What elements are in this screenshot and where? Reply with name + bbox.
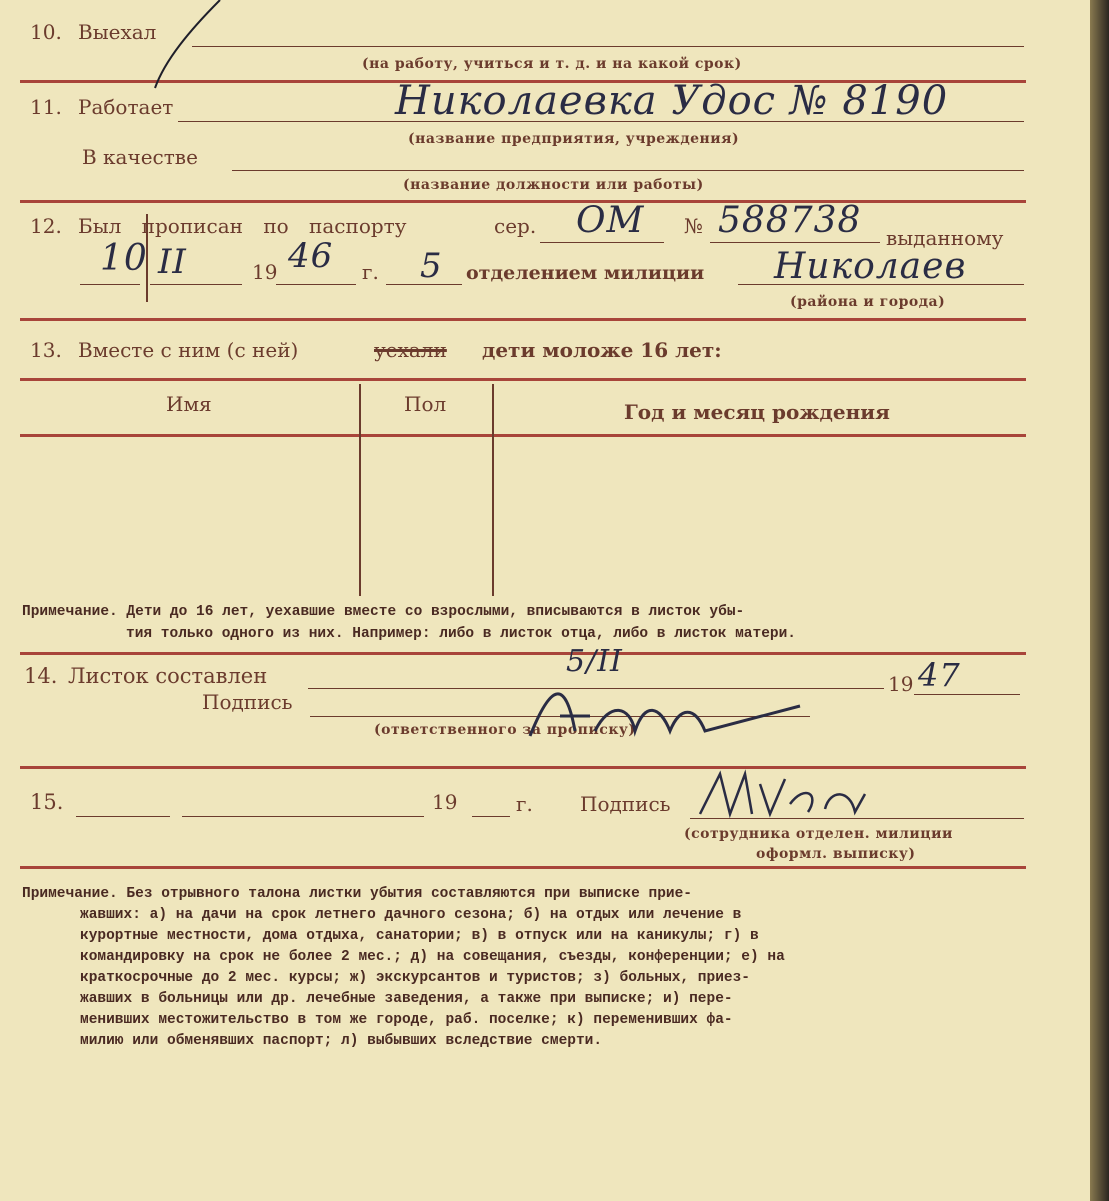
note2-line: жавших в больницы или др. лечебные заведения, а также при выписке; и) пере- xyxy=(80,991,733,1007)
row12-issued-label: выданному xyxy=(886,226,1004,250)
row15-year-line xyxy=(472,816,510,817)
city-handwriting: Николаев xyxy=(774,246,967,287)
month-line xyxy=(150,284,242,285)
separator-rule xyxy=(20,652,1026,655)
page-edge-shadow xyxy=(1090,0,1109,1201)
issued-month-handwriting: II xyxy=(158,242,187,282)
row12-year-label: г. xyxy=(362,260,379,284)
row15-sign-label: Подпись xyxy=(580,792,671,816)
note2-line: курортные местности, дома отдыха, санатории; в) в отпуск или на каникулы; г) в xyxy=(80,928,759,944)
row15-hint-line2: оформл. выписку) xyxy=(756,846,916,862)
column-header-name: Имя xyxy=(166,392,212,416)
issued-day-handwriting: 10 xyxy=(100,238,148,279)
row15-year-prefix: 19 xyxy=(432,790,458,814)
row12-text: Был прописан по паспорту xyxy=(78,214,407,238)
table-divider xyxy=(359,384,361,596)
note2-line: жавших: а) на дачи на срок летнего дачного сезона; б) на отдых или лечение в xyxy=(80,907,742,923)
signature-mark xyxy=(520,676,820,746)
row12-hint-city: (района и города) xyxy=(790,294,946,310)
row15-year-label: г. xyxy=(516,792,533,816)
row14-number: 14. xyxy=(24,664,58,688)
separator-rule xyxy=(20,866,1026,869)
row12-department-label: отделением милиции xyxy=(466,262,705,284)
row15-number: 15. xyxy=(30,790,64,814)
row11-label: Работает xyxy=(78,95,174,119)
row15-month-line xyxy=(182,816,424,817)
year-line xyxy=(276,284,356,285)
separator-rule xyxy=(20,318,1026,321)
row14-year-line xyxy=(914,694,1020,695)
row11-position-label: В качестве xyxy=(82,145,198,169)
row14-hint: (ответственного за прописку) xyxy=(374,722,636,738)
table-divider xyxy=(492,384,494,596)
row13-struck-word: уехали xyxy=(374,338,447,362)
row14-date-handwriting: 5/II xyxy=(566,644,623,679)
note2-block xyxy=(22,884,785,1052)
department-handwriting: 5 xyxy=(420,246,443,286)
row11-hint-org: (название предприятия, учреждения) xyxy=(408,131,740,147)
row14-label: Листок составлен xyxy=(68,664,268,688)
series-line xyxy=(540,242,664,243)
passport-number-handwriting: 588738 xyxy=(718,200,862,241)
row15-hint-line1: (сотрудника отделен. милиции xyxy=(684,826,953,842)
table-top-rule xyxy=(20,378,1026,381)
row10-hint: (на работу, учиться и т. д. и на какой срок) xyxy=(362,56,742,72)
separator-rule xyxy=(20,200,1026,203)
workplace-handwriting: Николаевка Удос № 8190 xyxy=(395,78,949,124)
note1-line1: Примечание. Дети до 16 лет, уехавшие вместе со взрослыми, вписываются в листок убы- xyxy=(22,604,745,620)
signature-mark xyxy=(690,764,870,824)
series-handwriting: ОМ xyxy=(576,200,645,241)
row10-fill-line xyxy=(192,46,1024,47)
row15-day-line xyxy=(76,816,170,817)
row14-year-handwriting: 47 xyxy=(918,656,961,694)
column-header-birth: Год и месяц рождения xyxy=(624,400,890,424)
table-header-rule xyxy=(20,434,1026,437)
row12-number: 12. xyxy=(30,214,62,238)
note1-line2: тия только одного из них. Например: либо в листок отца, либо в листок матери. xyxy=(126,626,797,642)
row11-position-line xyxy=(232,170,1024,171)
note2-line: менивших местожительство в том же городе, раб. поселке; к) переменивших фа- xyxy=(80,1012,733,1028)
row12-year-prefix: 19 xyxy=(252,260,278,284)
separator-rule xyxy=(20,766,1026,769)
pen-stroke-mark xyxy=(150,0,230,90)
row11-number: 11. xyxy=(30,95,62,119)
row13-text-a: Вместе с ним (с ней) xyxy=(78,338,299,362)
day-line xyxy=(80,284,140,285)
row13-text-b: дети моложе 16 лет: xyxy=(482,338,722,362)
row12-series-label: сер. xyxy=(494,214,537,238)
row11-hint-position: (название должности или работы) xyxy=(403,177,704,193)
row10-number: 10. xyxy=(30,20,62,44)
row12-number-label: № xyxy=(684,214,703,238)
note2-line: командировку на срок не более 2 мес.; д) на совещания, съезды, конференции; е) на xyxy=(80,949,785,965)
row13-number: 13. xyxy=(30,338,62,362)
row10-label: Выехал xyxy=(78,20,157,44)
note2-line: краткосрочные до 2 мес. курсы; ж) экскурсантов и туристов; з) больных, приез- xyxy=(80,970,751,986)
issued-year-handwriting: 46 xyxy=(288,236,334,276)
passport-number-line xyxy=(710,242,880,243)
row14-year-prefix: 19 xyxy=(888,672,914,696)
row14-sign-label: Подпись xyxy=(202,690,293,714)
column-header-sex: Пол xyxy=(404,392,447,416)
note2-line: милию или обменявших паспорт; л) выбывших вследствие смерти. xyxy=(80,1033,603,1049)
note2-line: Примечание. Без отрывного талона листки убытия составляются при выписке прие- xyxy=(22,886,693,902)
